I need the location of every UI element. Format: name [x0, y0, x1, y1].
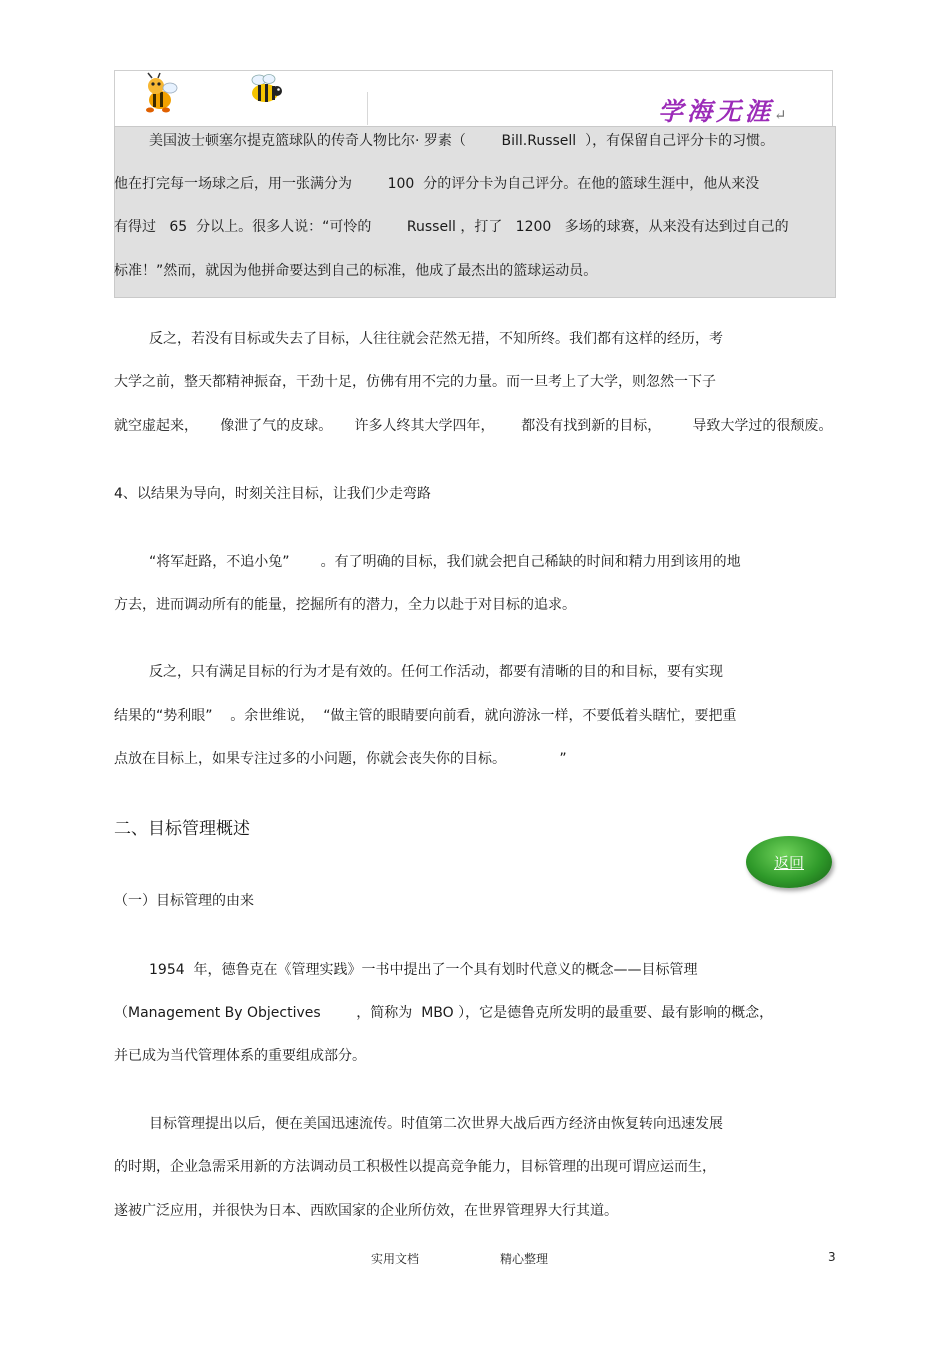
subsection-title: （一）目标管理的由来 — [114, 893, 254, 909]
footer-center-text: 精心整理 — [500, 1252, 549, 1266]
return-button-label: 返回 — [773, 853, 804, 872]
header-title: 学海无涯↵ — [658, 97, 791, 126]
paragraph-line: 的时期，企业急需采用新的方法调动员工积极性以提高竞争能力，目标管理的出现可谓应运而生， — [114, 1159, 716, 1175]
paragraph-line: 1954 年，德鲁克在《管理实践》一书中提出了一个具有划时代意义的概念——目标管理 — [149, 962, 698, 978]
header-divider — [367, 92, 368, 125]
bee-icon — [138, 72, 182, 116]
paragraph-line: 点放在目标上，如果专注过多的小问题，你就会丧失你的目标。 ” — [114, 751, 567, 767]
section-title: 二、目标管理概述 — [114, 819, 250, 839]
paragraph-line: “将军赶路，不追小兔” 。有了明确的目标，我们就会把自己稀缺的时间和精力用到该用的地 — [149, 554, 741, 570]
return-button[interactable] — [746, 836, 832, 888]
quote-line: 标准！”然而，就因为他拼命要达到自己的标准，他成了最杰出的篮球运动员。 — [114, 263, 598, 279]
footer-left-text: 实用文档 — [371, 1252, 420, 1266]
section-heading: 4、以结果为导向，时刻关注目标，让我们少走弯路 — [114, 486, 431, 502]
quote-line: 美国波士顿塞尔提克篮球队的传奇人物比尔· 罗素（ Bill.Russell ），有保留自己评分卡的习惯。 — [149, 133, 775, 149]
paragraph-line: 遂被广泛应用，并很快为日本、西欧国家的企业所仿效，在世界管理界大行其道。 — [114, 1203, 618, 1219]
paragraph-line: 目标管理提出以后，便在美国迅速流传。时值第二次世界大战后西方经济由恢复转向迅速发展 — [149, 1116, 723, 1132]
pilcrow-mark: ↵ — [774, 106, 791, 124]
paragraph-line: 就空虚起来， 像泄了气的皮球。 许多人终其大学四年， 都没有找到新的目标， 导致大学过的很颓废。 — [114, 418, 833, 434]
paragraph-line: 并已成为当代管理体系的重要组成部分。 — [114, 1048, 366, 1064]
paragraph-line: 方去，进而调动所有的能量，挖掘所有的潜力，全力以赴于对目标的追求。 — [114, 597, 576, 613]
page-number: 3 — [828, 1250, 836, 1264]
paragraph-line: 反之，若没有目标或失去了目标，人往往就会茫然无措，不知所终。我们都有这样的经历，考 — [149, 331, 723, 347]
quote-line: 有得过 65 分以上。很多人说：“可怜的 Russell ，打了 1200 多场的球赛，从来没有达到过自己的 — [114, 219, 789, 235]
paragraph-line: 结果的“势利眼” 。余世维说， “做主管的眼睛要向前看，就向游泳一样，不要低着头瞎忙，要把重 — [114, 708, 737, 724]
paragraph-line: （Management By Objectives ，简称为 MBO ），它是德鲁克所发明的最重要、最有影响的概念， — [114, 1005, 774, 1021]
bee-icon — [247, 74, 285, 106]
paragraph-line: 大学之前，整天都精神振奋，干劲十足，仿佛有用不完的力量。而一旦考上了大学，则忽然一下子 — [114, 374, 716, 390]
quote-line: 他在打完每一场球之后，用一张满分为 100 分的评分卡为自己评分。在他的篮球生涯中，他从来没 — [114, 176, 760, 192]
paragraph-line: 反之，只有满足目标的行为才是有效的。任何工作活动，都要有清晰的目的和目标，要有实现 — [149, 664, 723, 680]
